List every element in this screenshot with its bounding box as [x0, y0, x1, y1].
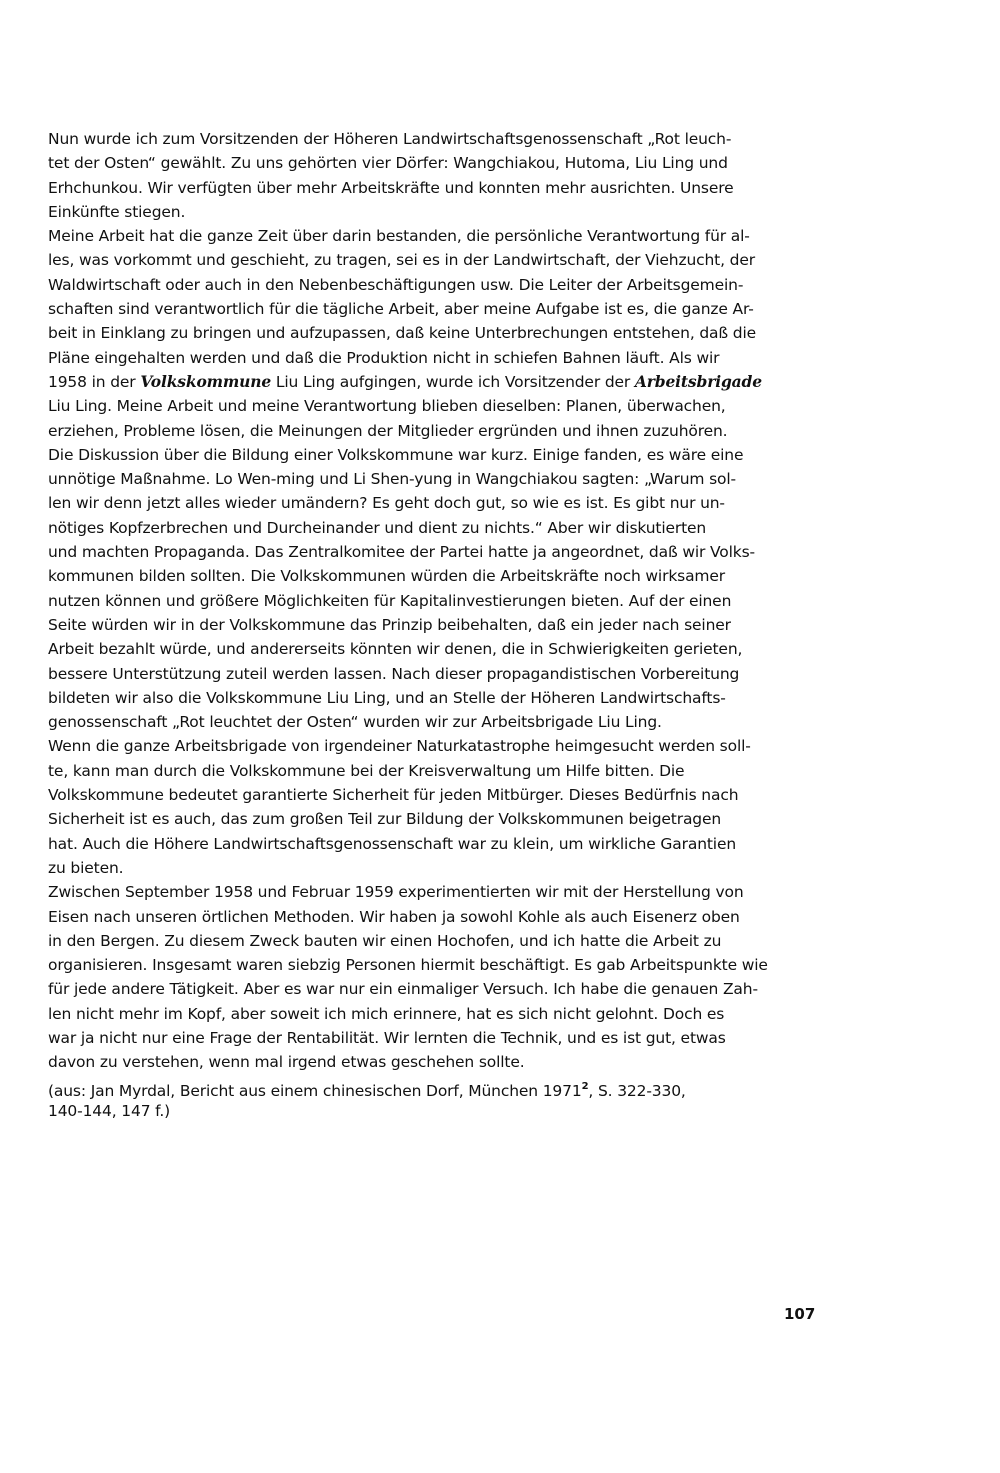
text-segment: Liu Ling aufgingen, wurde ich Vorsitzender der: [271, 372, 635, 391]
text-segment: 1958 in der: [48, 372, 141, 391]
text-line: Pläne eingehalten werden und daß die Produktion nicht in schiefen Bahnen läuft. Als wir: [48, 348, 720, 367]
text-line: Eisen nach unseren örtlichen Methoden. Wir haben ja sowohl Kohle als auch Eisenerz oben: [48, 907, 740, 926]
text-line: te, kann man durch die Volkskommune bei der Kreisverwaltung um Hilfe bitten. Die: [48, 761, 685, 780]
text-line: davon zu verstehen, wenn mal irgend etwas geschehen sollte.: [48, 1053, 525, 1072]
text-line: tet der Osten“ gewählt. Zu uns gehörten vier Dörfer: Wangchiakou, Hutoma, Liu Ling und: [48, 154, 728, 173]
text-line: kommunen bilden sollten. Die Volkskommunen würden die Arbeitskräfte noch wirksamer: [48, 567, 725, 586]
text-line: beit in Einklang zu bringen und aufzupassen, daß keine Unterbrechungen entstehen, daß die: [48, 324, 757, 343]
text-line: nutzen können und größere Möglichkeiten für Kapitalinvestierungen bieten. Auf der einen: [48, 591, 732, 610]
text-line: Erhchunkou. Wir verfügten über mehr Arbeitskräfte und konnten mehr ausrichten. Unsere: [48, 178, 734, 197]
text-line: zu bieten.: [48, 858, 124, 877]
text-line: unnötige Maßnahme. Lo Wen-ming und Li Shen-yung in Wangchiakou sagten: „Warum sol-: [48, 470, 736, 489]
paragraph-3: [48, 443, 820, 735]
text-line-with-emphasis: [48, 370, 820, 394]
text-line: Sicherheit ist es auch, das zum großen Teil zur Bildung der Volkskommunen beigetragen: [48, 810, 722, 829]
text-line: les, was vorkommt und geschieht, zu tragen, sei es in der Landwirtschaft, der Viehzucht, der: [48, 251, 755, 270]
text-line: Einkünfte stiegen.: [48, 202, 186, 221]
paragraph-2: [48, 224, 820, 443]
text-line: Nun wurde ich zum Vorsitzenden der Höheren Landwirtschaftsgenossenschaft „Rot leuch-: [48, 130, 732, 148]
paragraph-1: [48, 127, 820, 224]
citation-text: (aus: Jan Myrdal, Bericht aus einem chinesischen Dorf, München 1971: [48, 1081, 582, 1100]
text-line: Wenn die ganze Arbeitsbrigade von irgendeiner Naturkatastrophe heimgesucht werden soll-: [48, 737, 751, 756]
text-line: Volkskommune bedeutet garantierte Sicherheit für jeden Mitbürger. Dieses Bedürfnis nach: [48, 786, 739, 805]
text-line: Liu Ling. Meine Arbeit und meine Verantwortung blieben dieselben: Planen, überwachen,: [48, 397, 726, 416]
body-text: [48, 127, 820, 1123]
text-line: Seite würden wir in der Volkskommune das Prinzip beibehalten, daß ein jeder nach seiner: [48, 615, 731, 634]
citation-line: [48, 1075, 820, 1099]
citation-line: 140-144, 147 f.): [48, 1101, 171, 1120]
text-line: Zwischen September 1958 und Februar 1959 experimentierten wir mit der Herstellung von: [48, 883, 744, 902]
emphasized-term-volkskommune: Volkskommune: [140, 371, 272, 391]
text-line: Waldwirtschaft oder auch in den Nebenbeschäftigungen usw. Die Leiter der Arbeitsgemein-: [48, 275, 744, 294]
edition-superscript: 2: [581, 1080, 589, 1092]
text-line: len nicht mehr im Kopf, aber soweit ich mich erinnere, hat es sich nicht gelohnt. Doch es: [48, 1004, 725, 1023]
text-line: Arbeit bezahlt würde, und andererseits könnten wir denen, die in Schwierigkeiten gerieten,: [48, 640, 743, 659]
paragraph-4: [48, 734, 820, 880]
text-line: erziehen, Probleme lösen, die Meinungen der Mitglieder ergründen und ihnen zuzuhören.: [48, 421, 728, 440]
text-line: len wir denn jetzt alles wieder umändern? Es geht doch gut, so wie es ist. Es gibt nur un-: [48, 494, 725, 513]
page-number: 107: [784, 1305, 816, 1323]
text-line: bessere Unterstützung zuteil werden lassen. Nach dieser propagandistischen Vorbereitung: [48, 664, 740, 683]
paragraph-5: [48, 880, 820, 1074]
text-line: hat. Auch die Höhere Landwirtschaftsgenossenschaft war zu klein, um wirkliche Garantien: [48, 834, 737, 853]
citation-pages: , S. 322-330,: [588, 1081, 686, 1100]
citation: [48, 1075, 820, 1124]
text-line: Die Diskussion über die Bildung einer Volkskommune war kurz. Einige fanden, es wäre eine: [48, 445, 744, 464]
emphasized-term-arbeitsbrigade: Arbeitsbrigade: [634, 371, 762, 391]
text-line: und machten Propaganda. Das Zentralkomitee der Partei hatte ja angeordnet, daß wir Volks-: [48, 543, 755, 562]
text-line: genossenschaft „Rot leuchtet der Osten“ wurden wir zur Arbeitsbrigade Liu Ling.: [48, 713, 662, 732]
text-line: nötiges Kopfzerbrechen und Durcheinander und dient zu nichts.“ Aber wir diskutierten: [48, 518, 707, 537]
text-line: in den Bergen. Zu diesem Zweck bauten wir einen Hochofen, und ich hatte die Arbeit zu: [48, 931, 722, 950]
text-line: war ja nicht nur eine Frage der Rentabilität. Wir lernten die Technik, und es ist gut, etwas: [48, 1028, 726, 1047]
text-line: für jede andere Tätigkeit. Aber es war nur ein einmaliger Versuch. Ich habe die genauen Zah-: [48, 980, 758, 999]
text-line: organisieren. Insgesamt waren siebzig Personen hiermit beschäftigt. Es gab Arbeitspunkte wie: [48, 956, 768, 975]
text-line: bildeten wir also die Volkskommune Liu Ling, und an Stelle der Höheren Landwirtschafts-: [48, 688, 726, 707]
text-line: Meine Arbeit hat die ganze Zeit über darin bestanden, die persönliche Verantwortung für al-: [48, 227, 750, 246]
text-line: schaften sind verantwortlich für die tägliche Arbeit, aber meine Aufgabe ist es, die ganze Ar-: [48, 300, 754, 319]
